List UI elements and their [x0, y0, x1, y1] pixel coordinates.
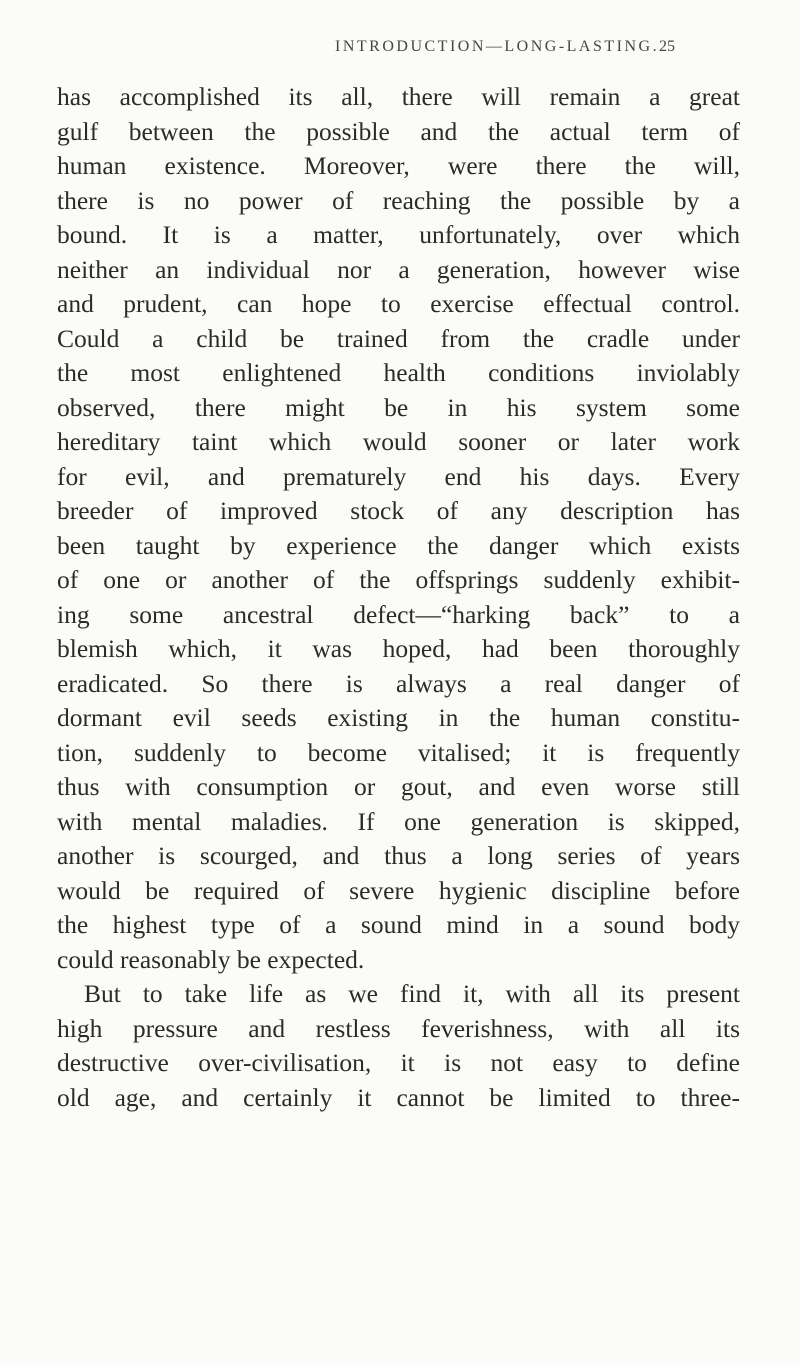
text-line: bound. It is a matter, unfortunately, over which — [57, 220, 740, 249]
text-line: another is scourged, and thus a long series of years — [57, 841, 740, 870]
text-line: could reasonably be expected. — [57, 944, 365, 974]
text-line: breeder of improved stock of any description has — [57, 496, 740, 525]
text-line: with mental maladies. If one generation is skipped, — [57, 806, 740, 836]
text-line: high pressure and restless feverishness, with all its — [57, 1013, 740, 1043]
text-line: observed, there might be in his system some — [57, 392, 740, 422]
text-line: gulf between the possible and the actual term of — [57, 116, 740, 146]
text-line: has accomplished its all, there will remain a great — [57, 82, 740, 111]
text-line: old age, and certainly it cannot be limited to three- — [57, 1082, 740, 1112]
text-line: Could a child be trained from the cradle under — [57, 323, 740, 353]
text-line: hereditary taint which would sooner or later work — [57, 427, 740, 456]
text-line: blemish which, it was hoped, had been thoroughly — [57, 634, 740, 663]
paragraph-1 — [57, 80, 740, 977]
text-line: the highest type of a sound mind in a sound body — [57, 910, 740, 939]
text-line: there is no power of reaching the possible by a — [57, 185, 740, 215]
text-line: would be required of severe hygienic discipline before — [57, 875, 740, 905]
text-line: and prudent, can hope to exercise effectual control. — [57, 289, 740, 318]
text-line: But to take life as we find it, with all its present — [84, 979, 740, 1008]
running-head — [335, 38, 675, 60]
text-line: neither an individual nor a generation, however wise — [57, 254, 740, 284]
text-line: for evil, and prematurely end his days. Every — [57, 461, 740, 491]
text-line: the most enlightened health conditions inviolably — [57, 358, 740, 387]
running-head-title: INTRODUCTION—LONG-LASTING. — [335, 38, 660, 55]
text-line: dormant evil seeds existing in the human constitu- — [57, 703, 740, 732]
text-line: ing some ancestral defect—“harking back” to a — [57, 599, 740, 629]
text-line: been taught by experience the danger which exists — [57, 530, 740, 560]
text-line: tion, suddenly to become vitalised; it is frequently — [57, 737, 740, 767]
text-line: eradicated. So there is always a real danger of — [57, 668, 740, 698]
text-line: thus with consumption or gout, and even worse still — [57, 772, 740, 801]
body-text — [57, 80, 740, 1115]
page-number: 25 — [659, 38, 675, 55]
text-line: of one or another of the offsprings suddenly exhibit- — [57, 565, 740, 594]
text-line: human existence. Moreover, were there the will, — [57, 151, 740, 180]
paragraph-2 — [57, 977, 740, 1115]
text-line: destructive over-civilisation, it is not easy to define — [57, 1048, 740, 1077]
